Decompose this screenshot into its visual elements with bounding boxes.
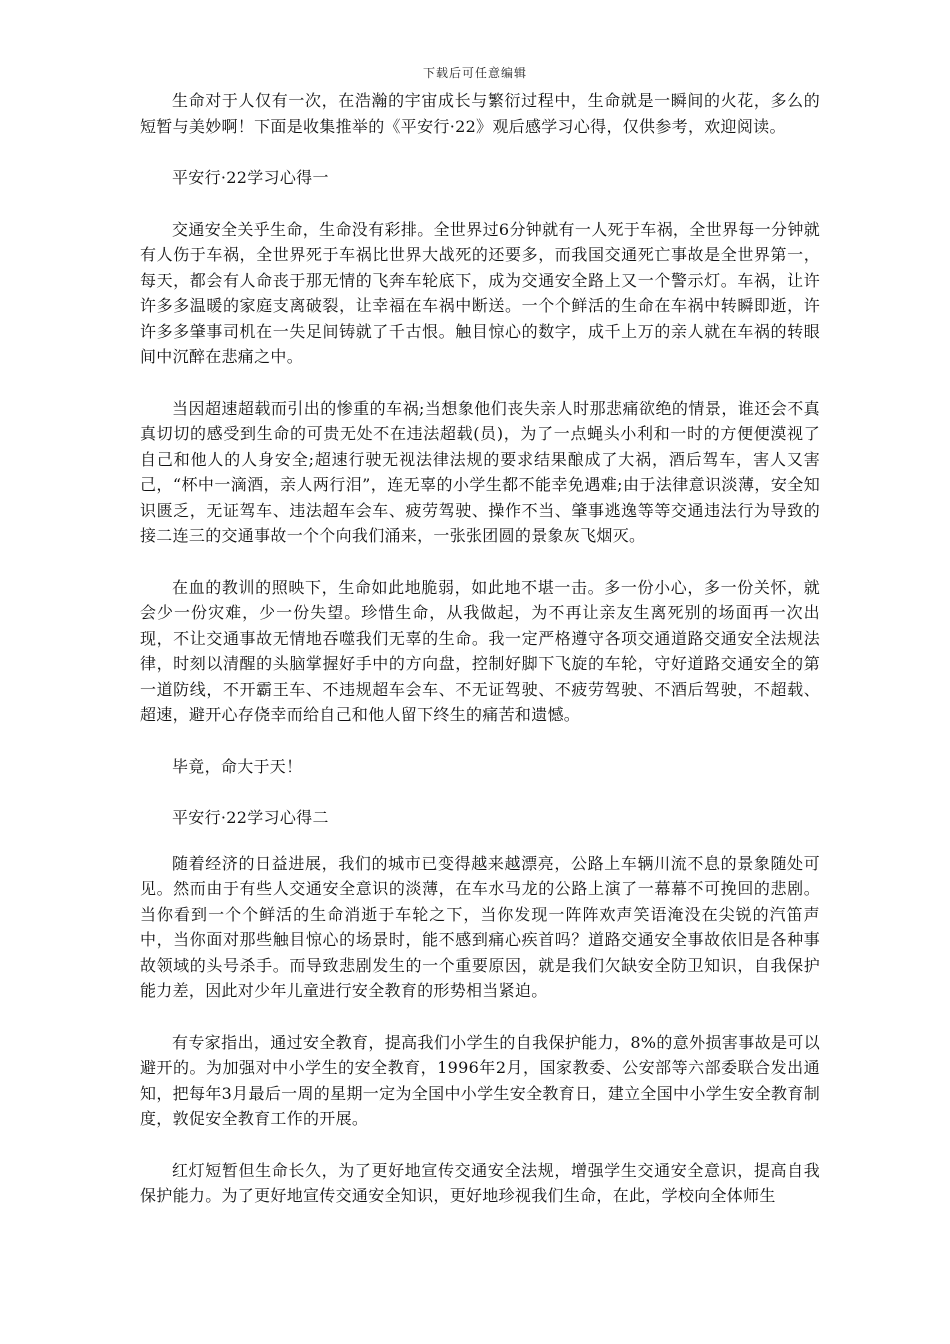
paragraph: 随着经济的日益进展，我们的城市已变得越来越漂亮，公路上车辆川流不息的景象随处可见。然而由于有些人交通安全意识的淡薄，在车水马龙的公路上演了一幕幕不可挽回的悲剧。当你看到一个个鲜活的生命消逝于车轮之下，当你发现一阵阵欢声笑语淹没在尖锐的汽笛声中，当你面对那些触目惊心的场景时，能不感到痛心疾首吗？道路交通安全事故依旧是各种事故领域的头号杀手。而导致悲剧发生的一个重要原因，就是我们欠缺安全防卫知识，自我保护能力差，因此对少年儿童进行安全教育的形势相当紧迫。 xyxy=(140,853,820,1000)
paragraph: 交通安全关乎生命，生命没有彩排。全世界过6分钟就有一人死于车祸，全世界每一分钟就有人伤于车祸，全世界死于车祸比世界大战死的还要多，而我国交通死亡事故是全世界第一，每天，都会有人命丧于那无情的飞奔车轮底下，成为交通安全路上又一个警示灯。车祸，让许许多多温暖的家庭支离破裂，让幸福在车祸中断送。一个个鲜活的生命在车祸中转瞬即逝，许许多多肇事司机在一失足间铸就了千古恨。触目惊心的数字，成千上万的亲人就在车祸的转眼间中沉醉在悲痛之中。 xyxy=(140,219,820,366)
paragraph: 在血的教训的照映下，生命如此地脆弱，如此地不堪一击。多一份小心，多一份关怀，就会少一份灾难，少一份失望。珍惜生命，从我做起，为不再让亲友生离死别的场面再一次出现，不让交通事故无情地吞噬我们无辜的生命。我一定严格遵守各项交通道路交通安全法规法律，时刻以清醒的头脑掌握好手中的方向盘，控制好脚下飞旋的车轮，守好道路交通安全的第一道防线，不开霸王车、不违规超车会车、不无证驾驶、不疲劳驾驶、不酒后驾驶，不超载、超速，避开心存侥幸而给自己和他人留下终生的痛苦和遗憾。 xyxy=(140,577,820,724)
section-heading-2: 平安行·22学习心得二 xyxy=(172,808,329,827)
closing-line: 毕竟，命大于天！ xyxy=(172,756,303,776)
paragraph: 当因超速超载而引出的惨重的车祸;当想象他们丧失亲人时那悲痛欲绝的情景，谁还会不真真切切的感受到生命的可贵无处不在违法超载(员)，为了一点蝇头小利和一时的方便便漠视了自己和他人的人身安全;超速行驶无视法律法规的要求结果酿成了大祸，酒后驾车，害人又害己，“杯中一滴酒，亲人两行泪”，连无辜的小学生都不能幸免遇难;由于法律意识淡薄，安全知识匮乏，无证驾车、违法超车会车、疲劳驾驶、操作不当、肇事逃逸等等交通违法行为导致的接二连三的交通事故一个个向我们涌来，一张张团圆的景象灰飞烟灭。 xyxy=(140,398,820,545)
header-note: 下载后可任意编辑 xyxy=(422,66,527,80)
intro-paragraph: 生命对于人仅有一次，在浩瀚的宇宙成长与繁衍过程中，生命就是一瞬间的火花，多么的短暂与美妙啊！下面是收集推举的《平安行·22》观后感学习心得，仅供参考，欢迎阅读。 xyxy=(140,91,820,136)
paragraph: 红灯短暂但生命长久，为了更好地宣传交通安全法规，增强学生交通安全意识，提高自我保护能力。为了更好地宣传交通安全知识，更好地珍视我们生命，在此，学校向全体师生 xyxy=(140,1160,820,1205)
document-body xyxy=(140,88,820,1209)
section-heading-1: 平安行·22学习心得一 xyxy=(172,168,329,187)
paragraph: 有专家指出，通过安全教育，提高我们小学生的自我保护能力，8%的意外损害事故是可以避开的。为加强对中小学生的安全教育，1996年2月，国家教委、公安部等六部委联合发出通知，把每年3月最后一周的星期一定为全国中小学生安全教育日，建立全国中小学生安全教育制度，敦促安全教育工作的开展。 xyxy=(140,1032,820,1128)
